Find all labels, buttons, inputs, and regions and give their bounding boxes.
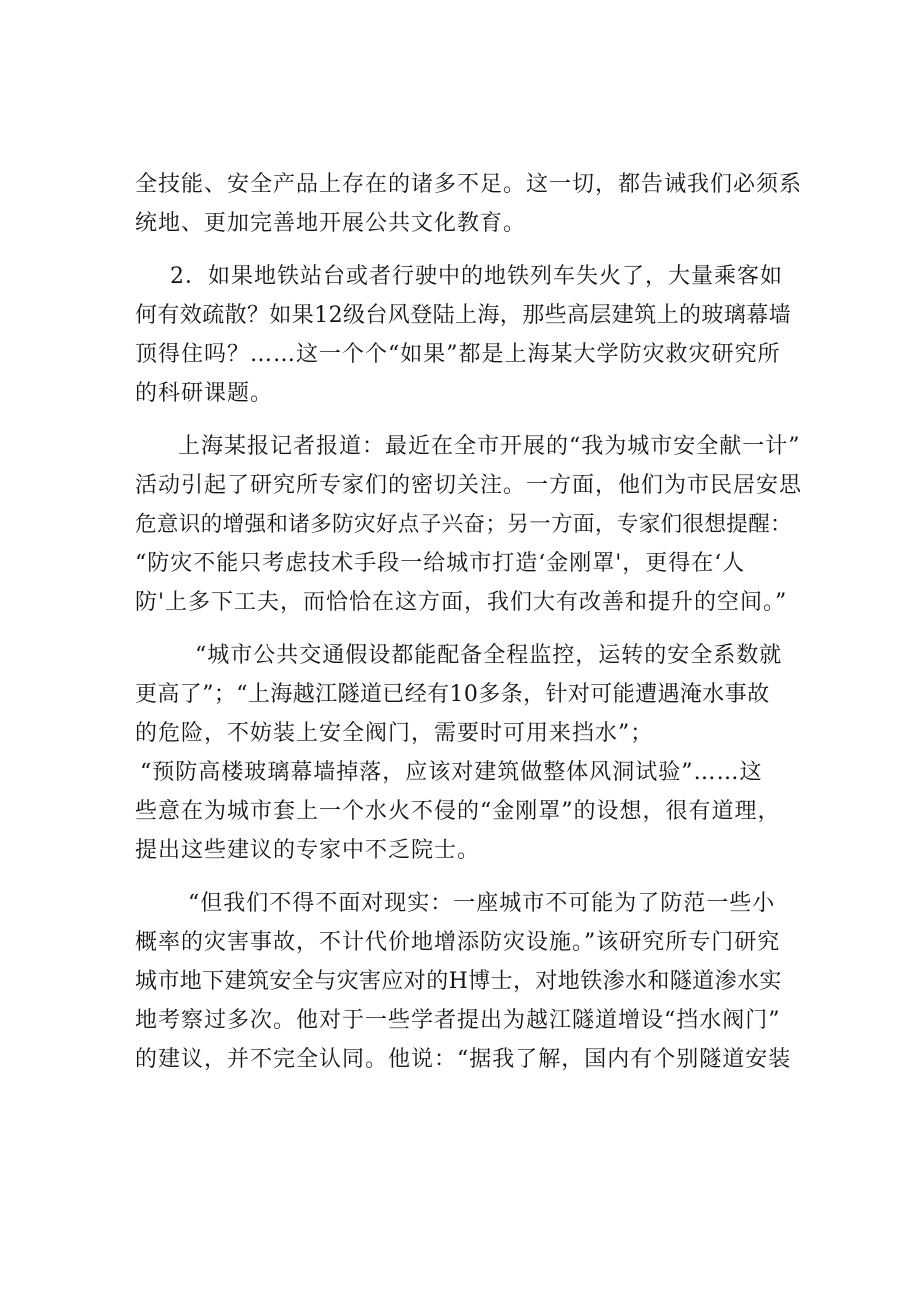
- paragraph-5-line-3: 城市地下建筑安全与灾害应对的H博士，对地铁渗水和隧道渗水实: [135, 969, 782, 994]
- paragraph-1-line-1: 全技能、安全产品上存在的诸多不足。这一切，都告诫我们必须系: [135, 172, 803, 197]
- paragraph-4-line-1: “城市公共交通假设都能配备全程监控，运转的安全系数就: [195, 643, 783, 668]
- paragraph-5-line-1: “但我们不得不面对现实：一座城市不可能为了防范一些小: [188, 891, 776, 916]
- paragraph-3-line-3: 危意识的增强和诸多防灾好点子兴奋；另一方面，专家们很想提醒：: [135, 512, 793, 537]
- paragraph-4-line-5: 些意在为城市套上一个水火不侵的“金刚罩”的设想，很有道理，: [135, 799, 781, 824]
- paragraph-2-line-4: 的科研课题。: [135, 381, 274, 406]
- paragraph-4-line-4: “预防高楼玻璃幕墙掉落，应该对建筑做整体风洞试验”……这: [140, 760, 763, 785]
- paragraph-3-line-4: “防灾不能只考虑技术手段一给城市打造‘金刚罩'，更得在‘人: [135, 551, 746, 576]
- paragraph-4-line-3: 的危险，不妨装上安全阀门，需要时可用来挡水”；: [135, 721, 654, 746]
- paragraph-5-line-4: 地考察过多次。他对于一些学者提出为越江隧道增设“挡水阀门”: [135, 1008, 781, 1033]
- paragraph-5-line-2: 概率的灾害事故，不计代价地增添防灾设施。”该研究所专门研究: [135, 930, 781, 955]
- paragraph-2-line-3: 顶得住吗？……这一个个“如果”都是上海某大学防灾救灾研究所: [135, 342, 781, 367]
- paragraph-3-line-2: 活动引起了研究所专家们的密切关注。一方面，他们为市民居安思: [135, 473, 803, 498]
- paragraph-3-line-1: 上海某报记者报道：最近在全市开展的“我为城市安全献一计”: [178, 434, 801, 459]
- paragraph-5-line-5: 的建议，并不完全认同。他说：“据我了解，国内有个别隧道安装: [135, 1047, 792, 1072]
- paragraph-3-line-5: 防'上多下工夫，而恰恰在这方面，我们大有改善和提升的空间。”: [135, 590, 788, 615]
- paragraph-4-line-6: 提出这些建议的专家中不乏院士。: [135, 838, 481, 863]
- paragraph-2-line-2: 何有效疏散？如果12级台风登陆上海，那些高层建筑上的玻璃幕墙: [135, 303, 791, 328]
- paragraph-4-line-2: 更高了”；“上海越江隧道已经有10多条，针对可能遭遇淹水事故: [135, 682, 770, 707]
- paragraph-1-line-2: 统地、更加完善地开展公共文化教育。: [135, 211, 527, 236]
- paragraph-2-line-1: 2．如果地铁站台或者行驶中的地铁列车失火了，大量乘客如: [170, 264, 783, 289]
